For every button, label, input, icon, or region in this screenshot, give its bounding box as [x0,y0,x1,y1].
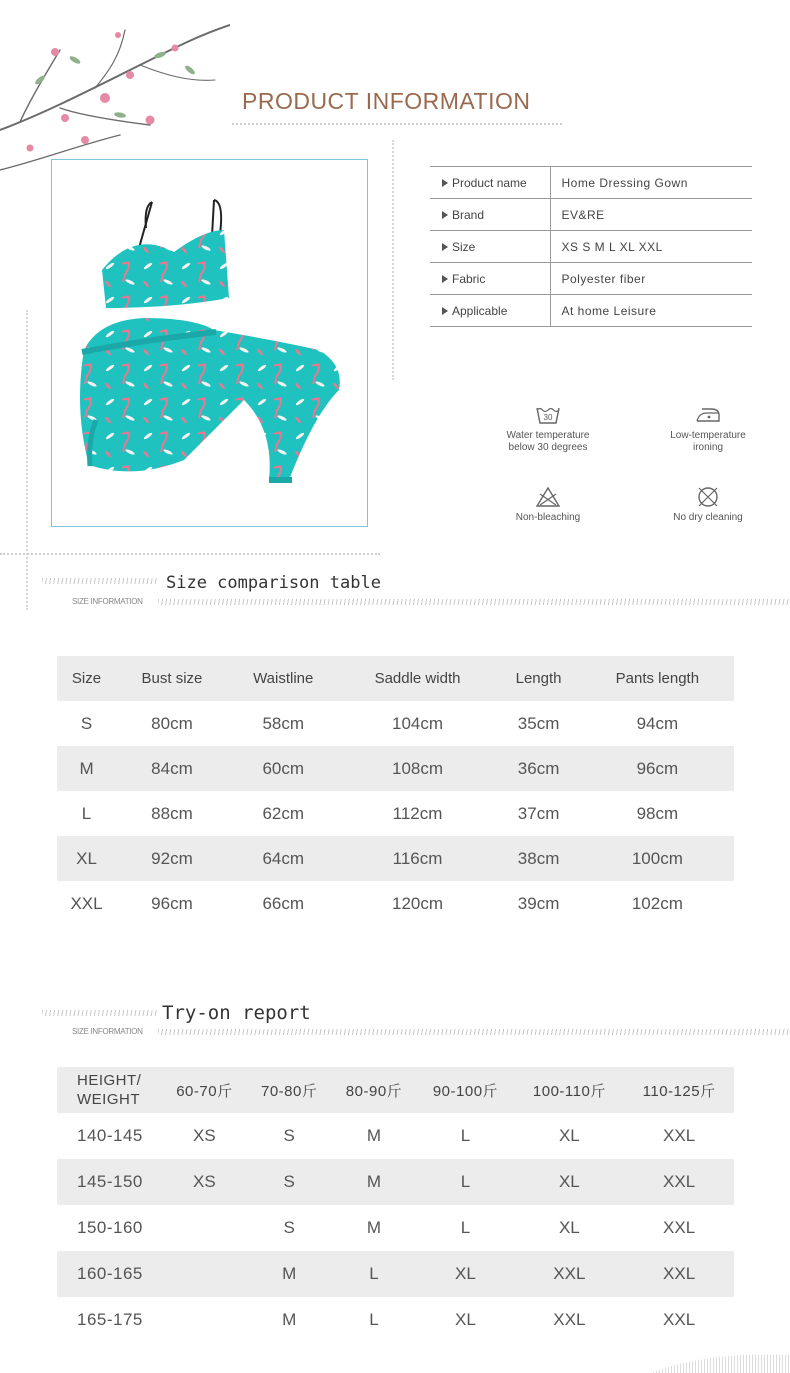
try-size-cell: XXL [624,1251,734,1297]
size-cell: 116cm [339,836,497,881]
size-header-cell: Bust size [116,656,228,701]
size-cell: 98cm [636,803,679,823]
size-cell: XL [57,836,116,881]
try-size-cell: S [283,1126,295,1145]
try-size-cell: M [366,1218,382,1237]
info-label-cell [430,295,550,327]
try-size-cell: XS [193,1126,216,1145]
triangle-bullet-icon [442,243,448,251]
size-header-cell: Saddle width [339,656,497,701]
try-section-subtitle: SIZE INFORMATION [72,1027,143,1036]
wash-30-badge: 30 [543,413,553,422]
try-size-cell: S [283,1218,295,1237]
info-value: Polyester fiber [550,263,752,295]
try-header-cell: 60-70斤 [162,1067,247,1113]
try-hatch-right [158,1029,790,1035]
info-row [430,199,752,231]
size-cell: 58cm [262,713,305,733]
size-cell: S [80,713,93,733]
size-row [57,701,734,746]
size-cell: 108cm [339,746,497,791]
try-size-cell: XS [162,1159,247,1205]
size-cell: 38cm [496,836,580,881]
size-cell: 37cm [517,803,560,823]
photo-side-line-right [392,140,394,380]
size-row [57,881,734,926]
title-divider [232,123,562,125]
try-size-cell: M [247,1251,332,1297]
care-iron-line1: Low-temperature [670,430,746,441]
try-height-cell: 145-150 [57,1159,162,1205]
try-size-cell: L [332,1251,417,1297]
try-size-cell: XL [416,1251,514,1297]
try-size-cell: XXL [624,1159,734,1205]
size-hatch-left [42,578,158,584]
info-label: Product name [452,175,527,190]
try-size-cell: XXL [663,1310,696,1329]
try-size-cell: XL [558,1218,580,1237]
try-size-cell [162,1251,247,1297]
care-bleach-line1: Non-bleaching [515,512,581,523]
size-cell: M [57,746,116,791]
try-size-cell [162,1297,247,1343]
care-wash-line1: Water temperature [506,430,590,441]
size-row [57,791,734,836]
size-cell: 60cm [228,746,339,791]
try-row [57,1113,734,1159]
size-header-cell: Length [496,656,580,701]
size-header-cell: Pants length [581,656,734,701]
try-header-line2: WEIGHT [77,1091,140,1108]
try-row [57,1251,734,1297]
info-value: At home Leisure [550,295,752,327]
try-header-cell: 80-90斤 [332,1067,417,1113]
size-cell: 64cm [228,836,339,881]
info-label-cell [430,199,550,231]
try-size-cell [162,1205,247,1251]
info-value: XS S M L XL XXL [550,231,752,263]
care-wash [488,404,608,454]
size-cell: 96cm [581,746,734,791]
triangle-bullet-icon [442,179,448,187]
try-header-corner [57,1067,162,1113]
info-row [430,167,752,199]
size-cell: 94cm [636,713,679,733]
size-hatch-right [158,599,790,605]
try-header-row [57,1067,734,1113]
try-height-cell: 165-175 [77,1310,143,1329]
size-section-subtitle: SIZE INFORMATION [72,597,143,606]
try-height-cell: 160-165 [57,1251,162,1297]
size-row [57,746,734,791]
try-header-cell: 90-100斤 [416,1067,514,1113]
info-label-cell [430,167,550,199]
size-header-cell: Size [57,656,116,701]
triangle-bullet-icon [442,275,448,283]
care-dryclean-line1: No dry cleaning [673,512,743,523]
product-image [64,190,354,490]
try-size-cell: XXL [553,1310,586,1329]
try-row [57,1205,734,1251]
product-info-table [430,166,752,327]
size-cell: 36cm [496,746,580,791]
try-size-cell: L [460,1218,471,1237]
size-header-cell: Waistline [228,656,339,701]
info-row [430,231,752,263]
care-iron [648,404,768,454]
size-cell: 92cm [116,836,228,881]
care-dryclean [648,486,768,524]
info-value: Home Dressing Gown [550,167,752,199]
size-header-row [57,656,734,701]
info-label-cell [430,263,550,295]
info-label: Brand [452,207,485,222]
try-row [57,1159,734,1205]
info-value: EV&RE [550,199,752,231]
size-cell: 39cm [517,893,560,913]
size-cell: 120cm [392,893,444,913]
size-cell: L [81,803,92,823]
page-title: PRODUCT INFORMATION [242,88,531,114]
info-label: Applicable [452,303,508,318]
size-cell: 84cm [116,746,228,791]
try-size-cell: M [366,1126,382,1145]
try-size-cell: XL [455,1310,476,1329]
try-height-cell: 150-160 [77,1218,143,1237]
size-cell: 104cm [392,713,444,733]
size-cell: 102cm [631,893,683,913]
care-wash-line2: below 30 degrees [508,442,588,453]
size-section-title: Size comparison table [166,573,381,593]
try-hatch-left [42,1010,158,1016]
try-height-cell: 140-145 [77,1126,143,1145]
info-row [430,295,752,327]
size-cell: 88cm [151,803,193,823]
wash-30-icon [535,404,561,426]
info-label-cell [430,231,550,263]
try-header-cell: 70-80斤 [247,1067,332,1113]
try-size-cell: XL [558,1126,580,1145]
triangle-bullet-icon [442,211,448,219]
try-size-cell: XXL [663,1218,696,1237]
try-size-cell: M [282,1310,297,1329]
try-size-cell: M [332,1159,417,1205]
try-on-report-table [57,1067,734,1343]
try-size-cell: L [369,1310,379,1329]
size-cell: 100cm [581,836,734,881]
size-cell: 112cm [392,803,443,823]
info-row [430,263,752,295]
product-photo-frame [51,159,368,527]
iron-low-icon [694,404,722,426]
size-cell: XXL [70,893,103,913]
section-divider [0,553,380,555]
try-size-cell: XXL [515,1251,625,1297]
size-cell: 80cm [151,713,193,733]
triangle-bullet-icon [442,307,448,315]
try-header-line1: HEIGHT/ [77,1072,142,1089]
info-label: Fabric [452,271,486,286]
size-cell: 96cm [151,893,193,913]
try-section-title: Try-on report [162,1002,311,1024]
try-row [57,1297,734,1343]
photo-side-line [26,310,28,610]
try-header-cell: 100-110斤 [515,1067,625,1113]
corner-swoosh-decoration [650,1351,790,1373]
try-size-cell: L [460,1126,471,1145]
size-cell: 62cm [262,803,305,823]
care-bleach [488,486,608,524]
size-row [57,836,734,881]
try-size-cell: XL [515,1159,625,1205]
try-size-cell: S [247,1159,332,1205]
info-label: Size [452,239,476,254]
try-header-cell: 110-125斤 [624,1067,734,1113]
care-iron-line2: ironing [692,442,724,453]
size-comparison-table [57,656,734,926]
try-size-cell: XXL [663,1126,696,1145]
no-dry-clean-icon [695,486,721,508]
no-bleach-icon [535,486,561,508]
size-cell: 66cm [262,893,305,913]
size-cell: 35cm [517,713,560,733]
try-size-cell: L [416,1159,514,1205]
